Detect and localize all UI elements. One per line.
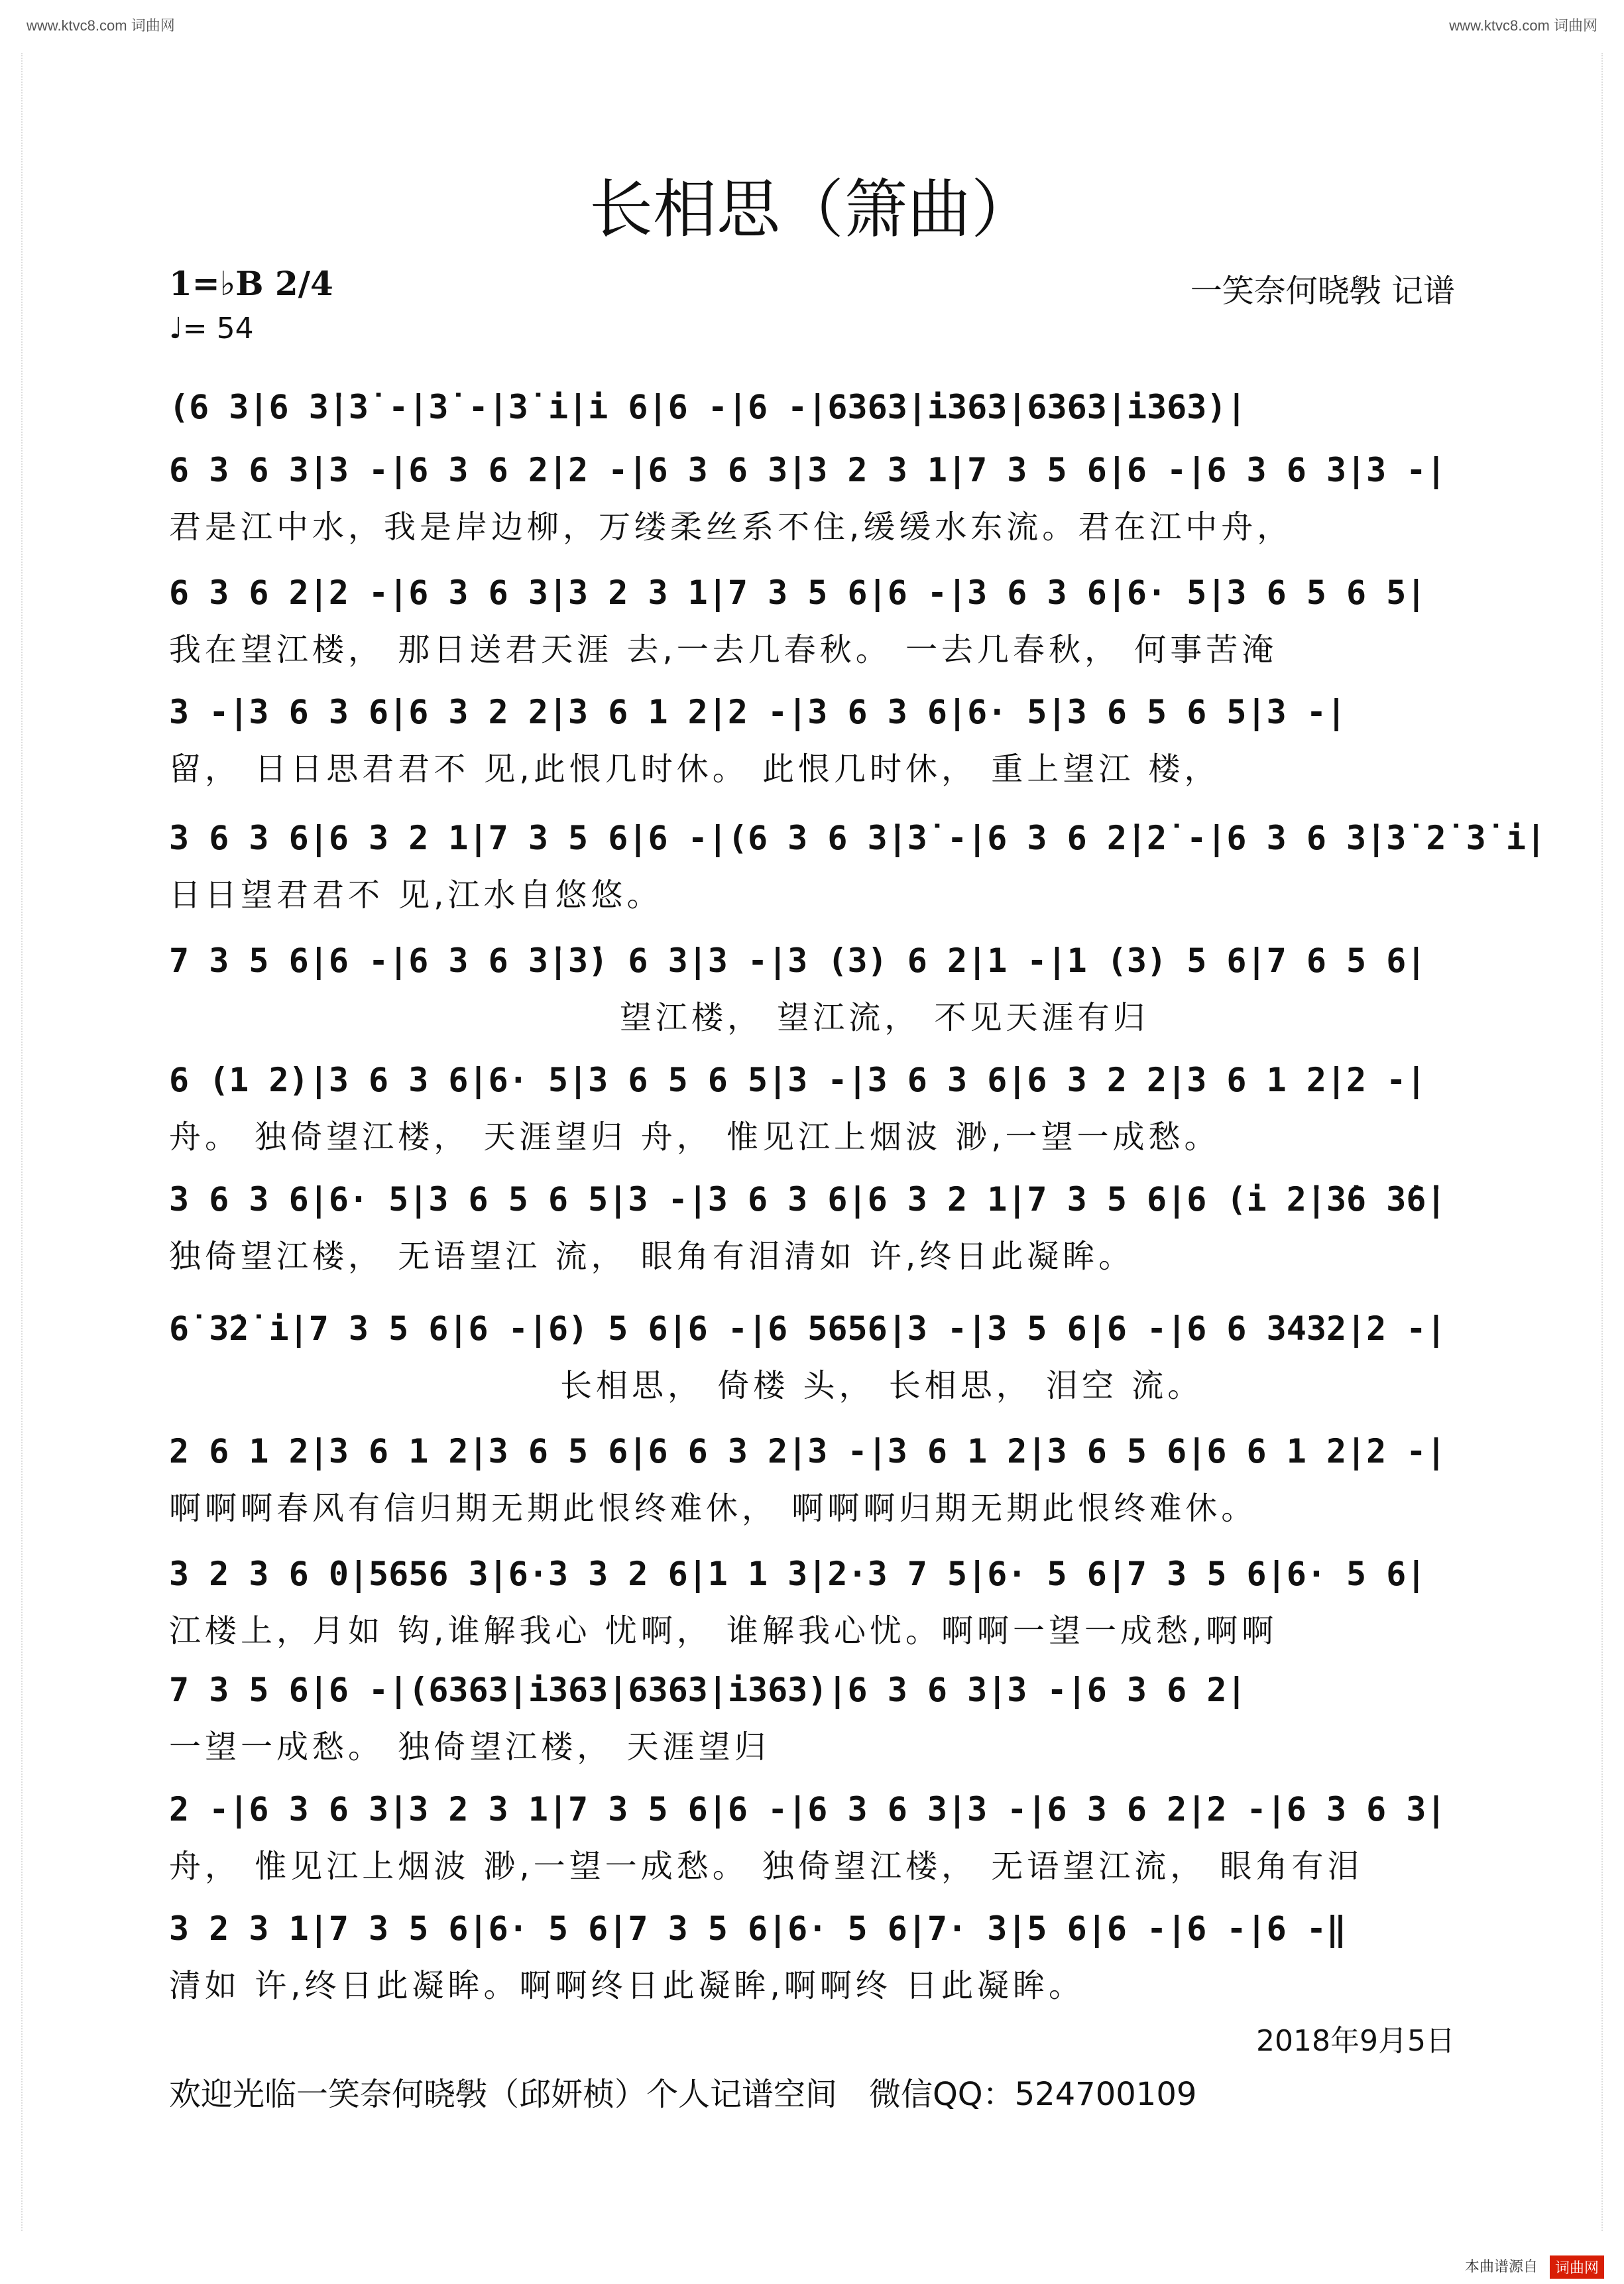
- arranger-credit: 一笑奈何晓斅 记谱: [1190, 272, 1455, 310]
- lyrics-line: 望江楼， 望江流， 不见天涯有归: [620, 999, 1149, 1036]
- source-label: 本曲谱源自: [1464, 2258, 1538, 2275]
- score-system: [169, 1790, 1458, 1886]
- notation-line: 3 2 3 6 0|5656 3|6·3 3 2 6|1 1 3|2·3 7 5|6· 5 6|7 3 5 6|6· 5 6|: [169, 1555, 1426, 1593]
- notation-line: 3 -|3 6 3 6|6 3 2 2|3 6 1 2|2 -|3 6 3 6|6· 5|3 6 5 6 5|3 -|: [169, 693, 1347, 731]
- notation-line: 6 (1 2)|3 6 3 6|6· 5|3 6 5 6 5|3 -|3 6 3 6|6 3 2 2|3 6 1 2|2 -|: [169, 1061, 1426, 1099]
- lyrics-line: 舟。 独倚望江楼， 天涯望归 舟， 惟见江上烟波 渺,一望一成愁。: [169, 1118, 1220, 1156]
- footer-contact: 欢迎光临一笑奈何晓斅（邱妍桢）个人记谱空间 微信QQ：524700109: [169, 2076, 1197, 2113]
- score-system: [169, 819, 1546, 915]
- notation-line: 3 6 3 6|6 3 2 1|7 3 5 6|6 -|(6 3 6 3̇|3̇ -|6 3 6 2̇|2̇ -|6 3 6 3̇|3̇ 2̇ 3̇ i|: [169, 819, 1546, 857]
- score-system: [169, 693, 1458, 789]
- notation-line: 6 3 6 2|2 -|6 3 6 3|3 2 3 1|7 3 5 6|6 -|3 6 3 6|6· 5|3 6 5 6 5|: [169, 573, 1426, 612]
- score-system: [169, 1432, 1458, 1528]
- score-system: [169, 941, 1458, 1038]
- lyrics-line: 日日望君君不 见,江水自悠悠。: [169, 876, 663, 914]
- lyrics-line: 我在望江楼， 那日送君天涯 去,一去几春秋。 一去几春秋， 何事苦淹: [169, 631, 1278, 668]
- site-badge[interactable]: 词曲网: [1550, 2255, 1604, 2279]
- lyrics-line: 啊啊啊春风有信归期无期此恨终难休， 啊啊啊归期无期此恨终难休。: [169, 1490, 1257, 1527]
- notation-line: 2 -|6 3 6 3|3 2 3 1|7 3 5 6|6 -|6 3 6 3|3 -|6 3 6 2|2 -|6 3 6 3|: [169, 1790, 1446, 1829]
- notation-line: 3 6 3 6|6· 5|3 6 5 6 5|3 -|3 6 3 6|6 3 2 1|7 3 5 6|6 (i 2̇|3̇6 3̇6̇|: [169, 1180, 1446, 1219]
- notation-line: 7 3 5 6|6 -|(6363|i363|6363|i363)|6 3 6 3|3 -|6 3 6 2|: [169, 1671, 1247, 1709]
- score-title: 长相思（箫曲）: [589, 172, 1035, 247]
- score-system: [169, 451, 1458, 547]
- lyrics-line: 长相思， 倚楼 头， 长相思， 泪空 流。: [560, 1367, 1204, 1404]
- notation-line: 6̇ 3̇2̇ i|7 3 5 6|6 -|6) 5 6|6 -|6 5656|3 -|3 5 6|6 -|6 6 3432|2 -|: [169, 1309, 1446, 1348]
- watermark-top-left: www.ktvc8.com 词曲网: [27, 17, 175, 34]
- lyrics-line: 舟， 惟见江上烟波 渺,一望一成愁。 独倚望江楼， 无语望江流， 眼角有泪: [169, 1848, 1363, 1885]
- score-date: 2018年9月5日: [1256, 2024, 1455, 2058]
- score-system: [169, 1909, 1458, 2006]
- score-system: [169, 573, 1458, 670]
- lyrics-line: 江楼上，月如 钩,谁解我心 忧啊， 谁解我心忧。啊啊一望一成愁,啊啊: [169, 1612, 1278, 1650]
- lyrics-line: 清如 许,终日此凝眸。啊啊终日此凝眸,啊啊终 日此凝眸。: [169, 1967, 1085, 2004]
- notation-line: 6 3 6 3|3 -|6 3 6 2|2 -|6 3 6 3|3 2 3 1|7 3 5 6|6 -|6 3 6 3|3 -|: [169, 451, 1446, 489]
- notation-line: 3 2 3 1|7 3 5 6|6· 5 6|7 3 5 6|6· 5 6|7· 3|5 6|6 -|6 -|6 -‖: [169, 1909, 1347, 1948]
- lyrics-line: 一望一成愁。 独倚望江楼， 天涯望归: [169, 1728, 770, 1766]
- lyrics-line: 独倚望江楼， 无语望江 流， 眼角有泪清如 许,终日此凝眸。: [169, 1238, 1135, 1275]
- score-system: [169, 388, 1458, 438]
- lyrics-line: 留， 日日思君君不 见,此恨几时休。 此恨几时休， 重上望江 楼，: [169, 751, 1220, 788]
- lyrics-line: 君是江中水，我是岸边柳，万缕柔丝系不住,缓缓水东流。君在江中舟，: [169, 509, 1293, 546]
- notation-line: 2 6 1 2|3 6 1 2|3 6 5 6|6 6 3 2|3 -|3 6 1 2|3 6 5 6|6 6 1 2|2 -|: [169, 1432, 1446, 1471]
- watermark-top-right: www.ktvc8.com 词曲网: [1449, 17, 1597, 34]
- key-signature: 1=♭B 2/4: [169, 264, 333, 303]
- score-system: [169, 1555, 1458, 1651]
- right-margin-strip: [1601, 53, 1620, 2231]
- left-margin-strip: [4, 53, 23, 2231]
- notation-line: (6 3|6 3̇|3̇ -|3̇ -|3̇ i|i 6|6 -|6 -|6363|i363|6363|i363)|: [169, 388, 1247, 426]
- score-system: [169, 1671, 1458, 1767]
- score-system: [169, 1061, 1458, 1157]
- score-system: [169, 1309, 1458, 1406]
- notation-line: 7 3 5 6|6 -|6 3 6 3̇|3̇) 6 3|3 -|3 (3) 6 2|1 -|1 (3) 5 6|7 6 5 6|: [169, 941, 1426, 980]
- tempo-marking: ♩= 54: [169, 312, 254, 345]
- score-system: [169, 1180, 1458, 1276]
